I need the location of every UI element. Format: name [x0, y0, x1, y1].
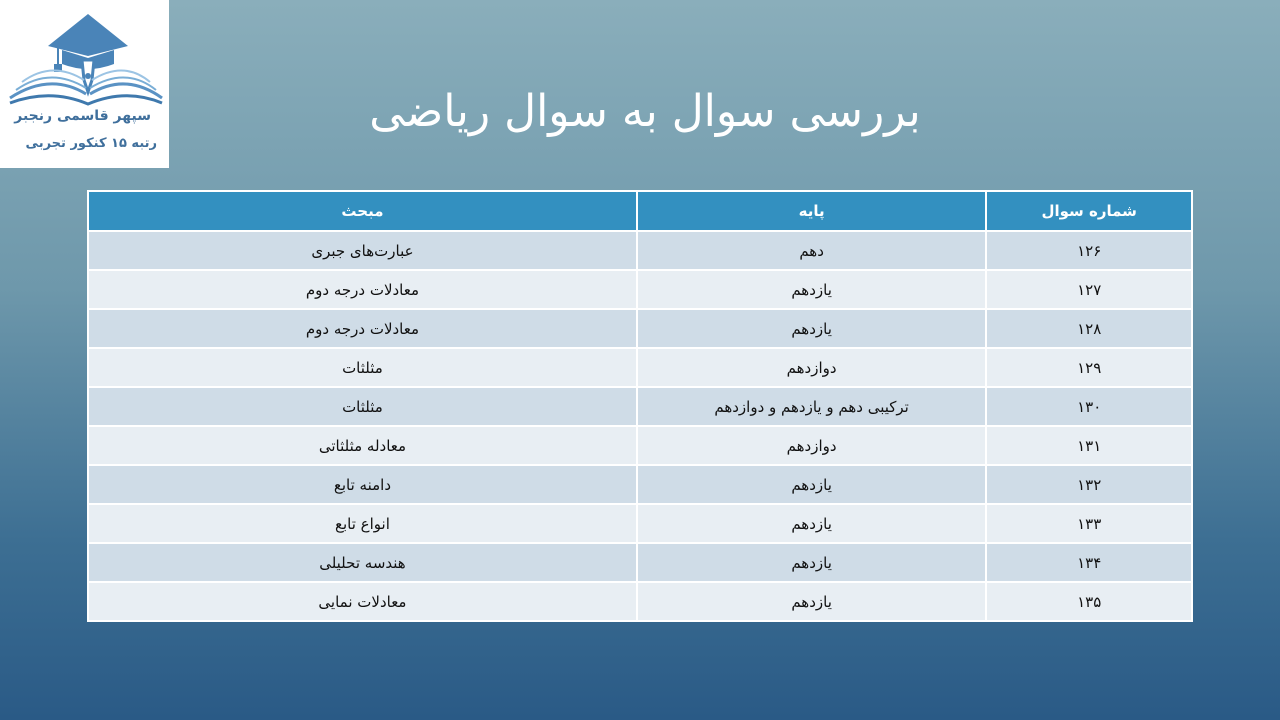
- table-row: [88, 270, 1192, 309]
- logo-name: سپهر قاسمی رنجبر: [14, 108, 151, 124]
- table-row: [88, 465, 1192, 504]
- cell-grade: یازدهم: [637, 270, 986, 309]
- header-question-number: شماره سوال: [986, 191, 1192, 231]
- cell-topic: مثلثات: [88, 348, 637, 387]
- cell-topic: معادله مثلثاتی: [88, 426, 637, 465]
- cell-question-number: ۱۲۸: [986, 309, 1192, 348]
- table-row: [88, 426, 1192, 465]
- cell-topic: معادلات نمایی: [88, 582, 637, 621]
- cell-question-number: ۱۳۴: [986, 543, 1192, 582]
- cell-question-number: ۱۳۲: [986, 465, 1192, 504]
- cell-topic: هندسه تحلیلی: [88, 543, 637, 582]
- table-row: [88, 348, 1192, 387]
- logo: [0, 0, 169, 168]
- cell-grade: یازدهم: [637, 582, 986, 621]
- table-header-row: [88, 191, 1192, 231]
- cell-grade: یازدهم: [637, 504, 986, 543]
- cell-question-number: ۱۲۷: [986, 270, 1192, 309]
- cell-question-number: ۱۳۳: [986, 504, 1192, 543]
- cell-question-number: ۱۲۶: [986, 231, 1192, 270]
- cell-topic: دامنه تابع: [88, 465, 637, 504]
- questions-table: [87, 190, 1193, 622]
- cell-grade: یازدهم: [637, 543, 986, 582]
- table-row: [88, 231, 1192, 270]
- cell-question-number: ۱۳۰: [986, 387, 1192, 426]
- page-title: بررسی سوال به سوال ریاضی: [369, 86, 921, 137]
- table-row: [88, 309, 1192, 348]
- cell-question-number: ۱۲۹: [986, 348, 1192, 387]
- cell-question-number: ۱۳۱: [986, 426, 1192, 465]
- header-topic: مبحث: [88, 191, 637, 231]
- cell-topic: مثلثات: [88, 387, 637, 426]
- cell-topic: عبارت‌های جبری: [88, 231, 637, 270]
- logo-rank: رتبه ۱۵ کنکور تجربی: [25, 136, 157, 151]
- cell-grade: یازدهم: [637, 309, 986, 348]
- cell-grade: ترکیبی دهم و یازدهم و دوازدهم: [637, 387, 986, 426]
- cell-grade: دوازدهم: [637, 348, 986, 387]
- cell-topic: معادلات درجه دوم: [88, 270, 637, 309]
- table-row: [88, 543, 1192, 582]
- graduation-book-icon: [0, 0, 169, 110]
- table-row: [88, 504, 1192, 543]
- cell-grade: دوازدهم: [637, 426, 986, 465]
- cell-grade: دهم: [637, 231, 986, 270]
- cell-topic: انواع تابع: [88, 504, 637, 543]
- header-grade: پایه: [637, 191, 986, 231]
- table-row: [88, 582, 1192, 621]
- cell-question-number: ۱۳۵: [986, 582, 1192, 621]
- cell-topic: معادلات درجه دوم: [88, 309, 637, 348]
- cell-grade: یازدهم: [637, 465, 986, 504]
- table-row: [88, 387, 1192, 426]
